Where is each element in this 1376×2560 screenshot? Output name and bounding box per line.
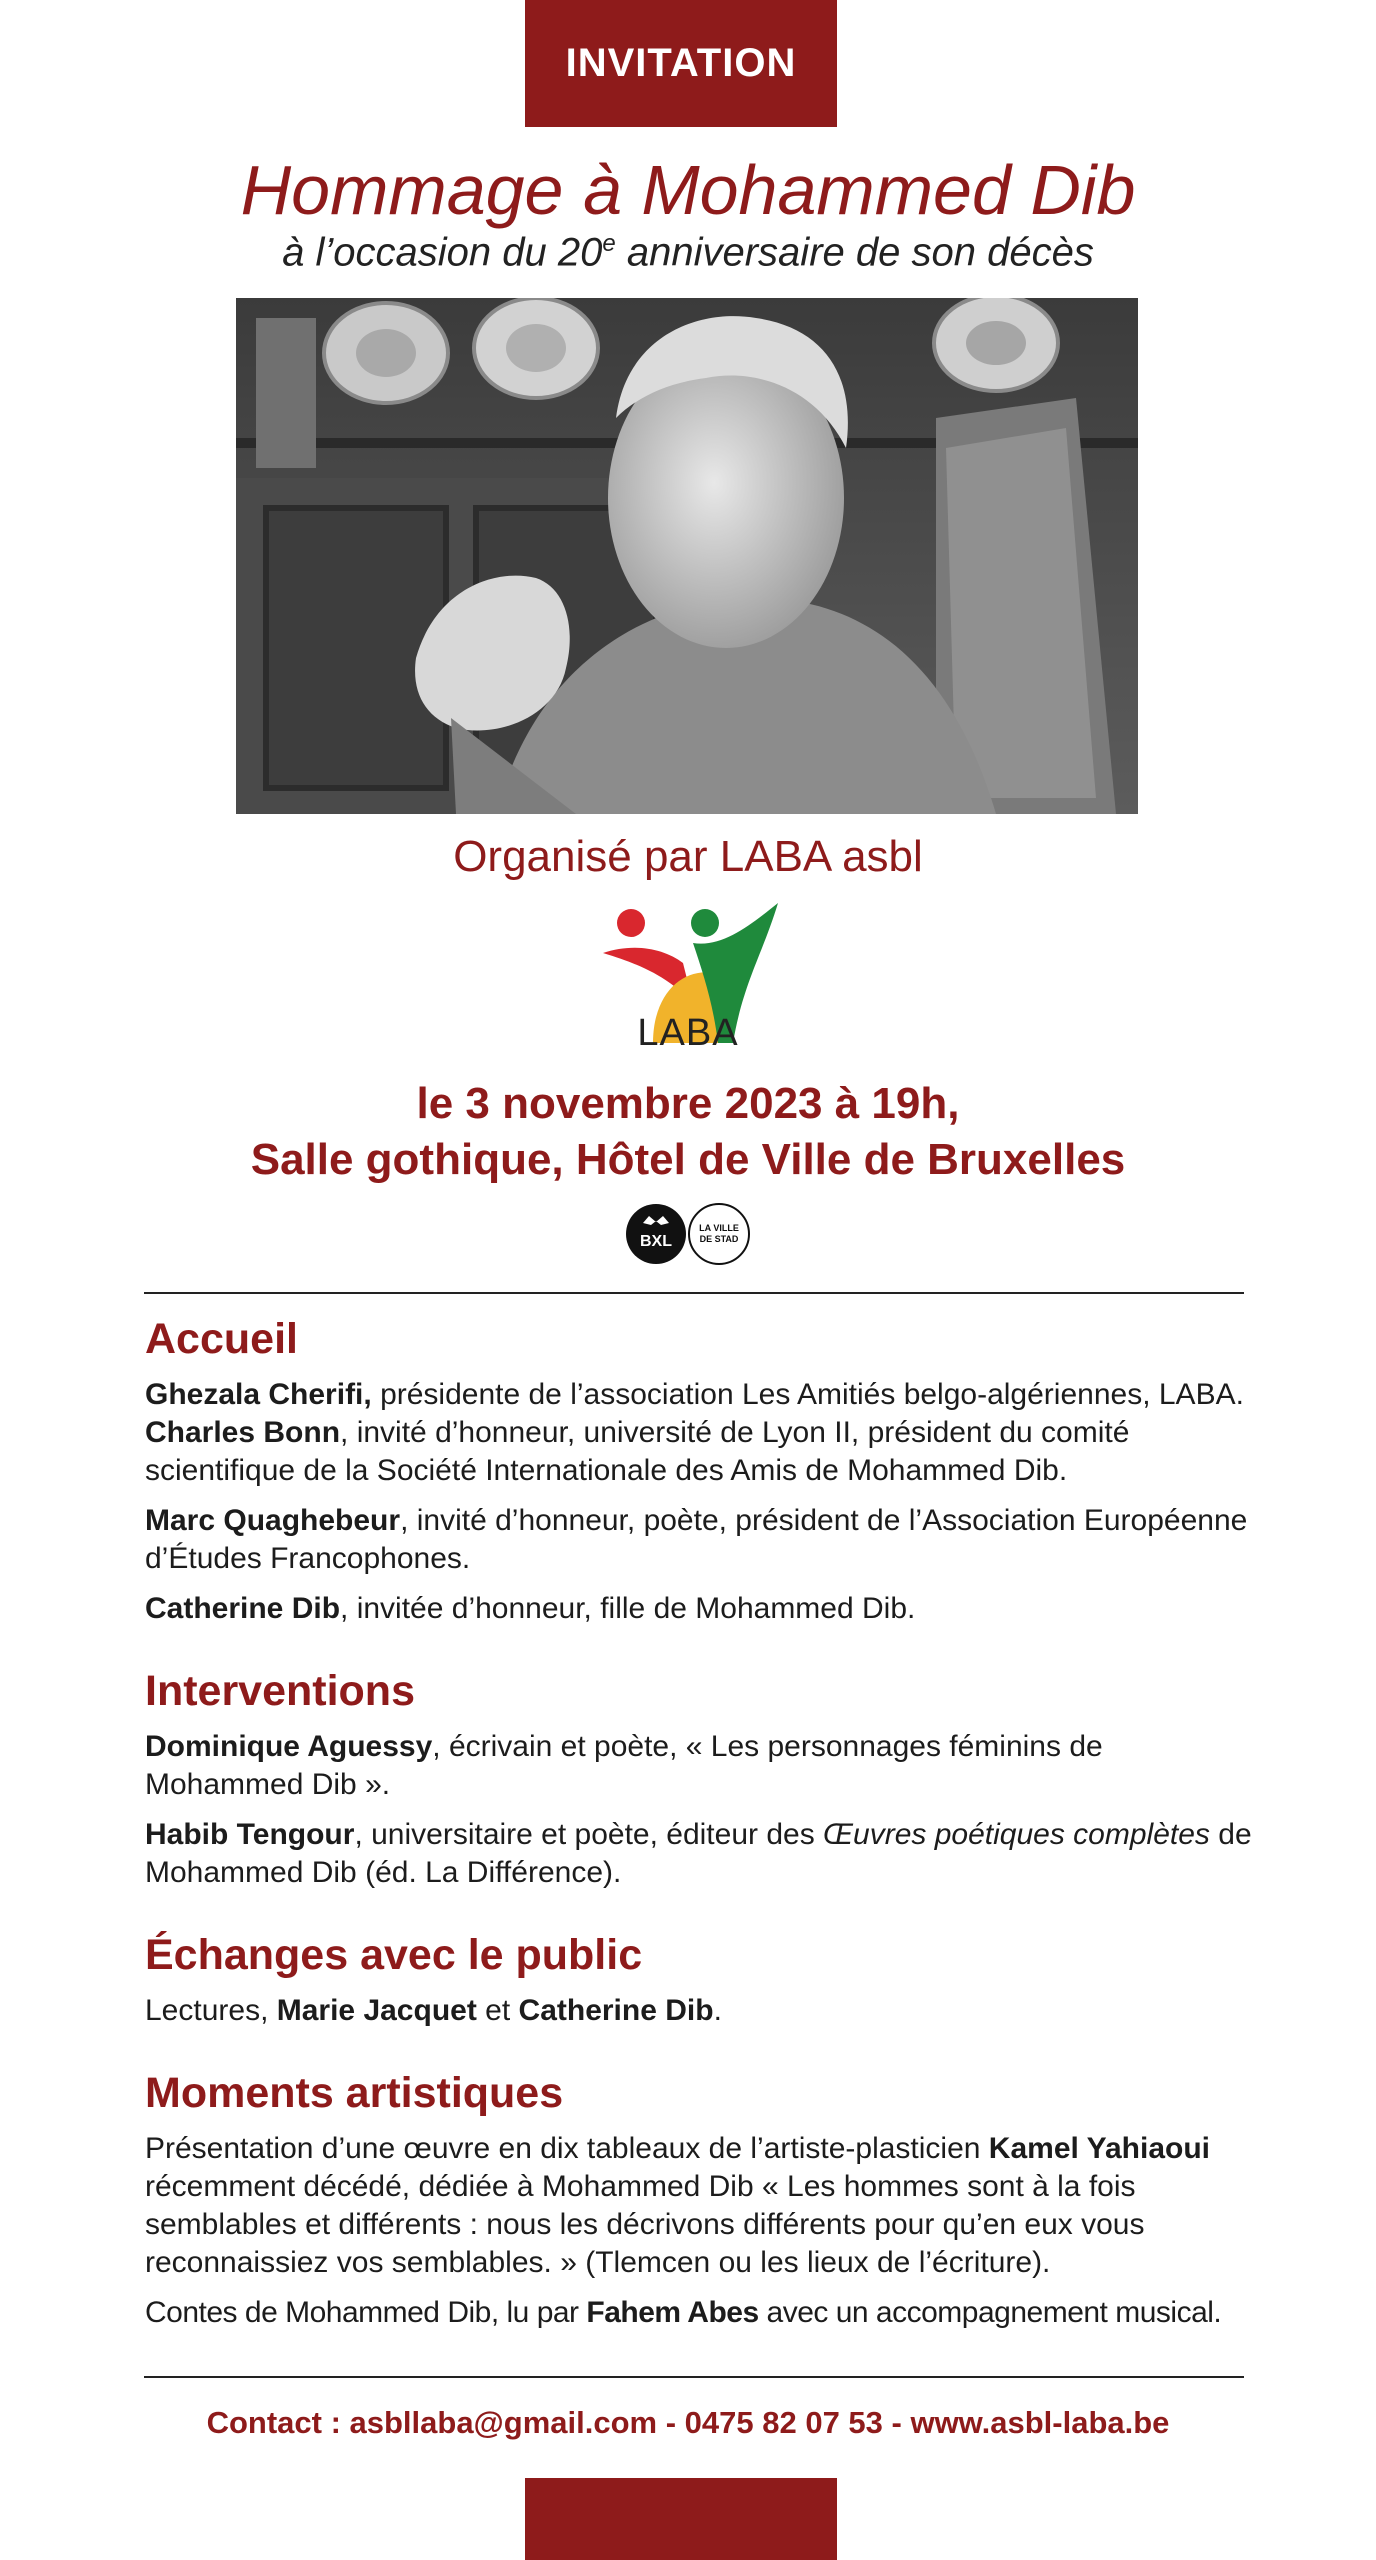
program <box>145 1312 1260 2368</box>
event-place: Salle gothique, Hôtel de Ville de Bruxelles <box>250 1135 1126 1184</box>
name-aguessy: Dominique Aguessy <box>145 1730 433 1763</box>
subtitle-after: anniversaire de son décès <box>615 230 1094 275</box>
text-lectures-b: et <box>476 1994 519 2027</box>
name-catherine: Catherine Dib <box>145 1592 341 1625</box>
logo-red-head <box>617 909 645 937</box>
text-bonn: , invité d’honneur, université de Lyon II, président du comité scientifique de la Société Internationale des Amis de Mohammed Dib. <box>145 1416 1130 1487</box>
para-lectures <box>145 1992 1260 2030</box>
contact-line: Contact : asbllaba@gmail.com - 0475 82 07 53 - www.asbl-laba.be <box>206 2405 1170 2440</box>
text-quaghebeur: , invité d’honneur, poète, président de l’Association Européenne d’Études Francophones. <box>145 1504 1248 1575</box>
name-abes: Fahem Abes <box>586 2296 759 2329</box>
para-contes <box>145 2294 1260 2332</box>
para-yahiaoui <box>145 2130 1260 2282</box>
text-lectures-a: Lectures, <box>145 1994 277 2027</box>
text-lectures-c: . <box>713 1994 722 2027</box>
name-dib: Catherine Dib <box>518 1994 714 2027</box>
bxl-right-text-1: LA VILLE <box>699 1223 739 1233</box>
para-tengour <box>145 1816 1260 1892</box>
name-bonn: Charles Bonn <box>145 1416 341 1449</box>
para-bonn <box>145 1414 1260 1490</box>
name-quaghebeur: Marc Quaghebeur <box>145 1504 401 1537</box>
invitation-banner <box>525 0 837 127</box>
name-tengour: Habib Tengour <box>145 1818 355 1851</box>
text-tengour-b: de Mohammed Dib (éd. La Différence). <box>145 1818 1252 1889</box>
subtitle-before: à l’occasion du 20 <box>282 230 603 275</box>
portrait-photo <box>236 298 1138 814</box>
organised-by: Organisé par LABA asbl <box>453 832 923 881</box>
bxl-left-text: BXL <box>640 1233 672 1250</box>
text-tengour-a: , universitaire et poète, éditeur des <box>354 1818 824 1851</box>
bottom-banner <box>525 2478 837 2560</box>
logo-green-head <box>691 909 719 937</box>
text-tengour-title: Œuvres poétiques complètes <box>823 1818 1210 1851</box>
text-aguessy: , écrivain et poète, « Les personnages féminins de Mohammed Dib ». <box>145 1730 1103 1801</box>
section-accueil <box>145 1312 1260 1628</box>
section-interventions <box>145 1664 1260 1892</box>
para-cherifi <box>145 1376 1260 1414</box>
text-catherine: , invitée d’honneur, fille de Mohammed Dib. <box>340 1592 916 1625</box>
portrait-illustration <box>236 298 1138 814</box>
text-contes-b: avec un accompagnement musical. <box>758 2296 1222 2329</box>
text-contes-a: Contes de Mohammed Dib, lu par <box>145 2296 587 2329</box>
section-echanges <box>145 1928 1260 2030</box>
name-jacquet: Marie Jacquet <box>276 1994 477 2027</box>
name-cherifi: Ghezala Cherifi, <box>145 1378 372 1411</box>
section-title-accueil: Accueil <box>145 1315 298 1363</box>
event-date: le 3 novembre 2023 à 19h, <box>416 1079 960 1128</box>
text-yahiaoui-b: récemment décédé, dédiée à Mohammed Dib « Les hommes sont à la fois semblables et différents : nous les décrivons différents pour qu’en eux vous reconnaissiez vos semblables. » (Tlemcen ou les lieux de l’écriture). <box>145 2170 1145 2279</box>
subtitle-sup: e <box>602 230 616 257</box>
text-yahiaoui-a: Présentation d’une œuvre en dix tableaux de l’artiste-plasticien <box>145 2132 989 2165</box>
page-title: Hommage à Mohammed Dib <box>240 151 1136 229</box>
bottom-divider <box>144 2376 1244 2378</box>
event-info <box>0 1076 1376 1188</box>
text-cherifi: présidente de l’association Les Amitiés belgo-algériennes, LABA. <box>371 1378 1244 1411</box>
section-title-interventions: Interventions <box>145 1667 415 1715</box>
name-yahiaoui: Kamel Yahiaoui <box>988 2132 1211 2165</box>
top-divider <box>144 1292 1244 1294</box>
para-aguessy <box>145 1728 1145 1804</box>
bxl-right-text-2: DE STAD <box>699 1234 739 1244</box>
section-title-echanges: Échanges avec le public <box>145 1931 643 1979</box>
section-moments <box>145 2066 1260 2332</box>
para-quaghebeur <box>145 1502 1260 1578</box>
invitation-label: INVITATION <box>565 41 797 85</box>
page-subtitle <box>0 230 1376 275</box>
section-title-moments: Moments artistiques <box>145 2069 564 2117</box>
laba-logo-text: LABA <box>637 1012 739 1054</box>
bxl-logo <box>625 1203 751 1265</box>
para-catherine <box>145 1590 1260 1628</box>
